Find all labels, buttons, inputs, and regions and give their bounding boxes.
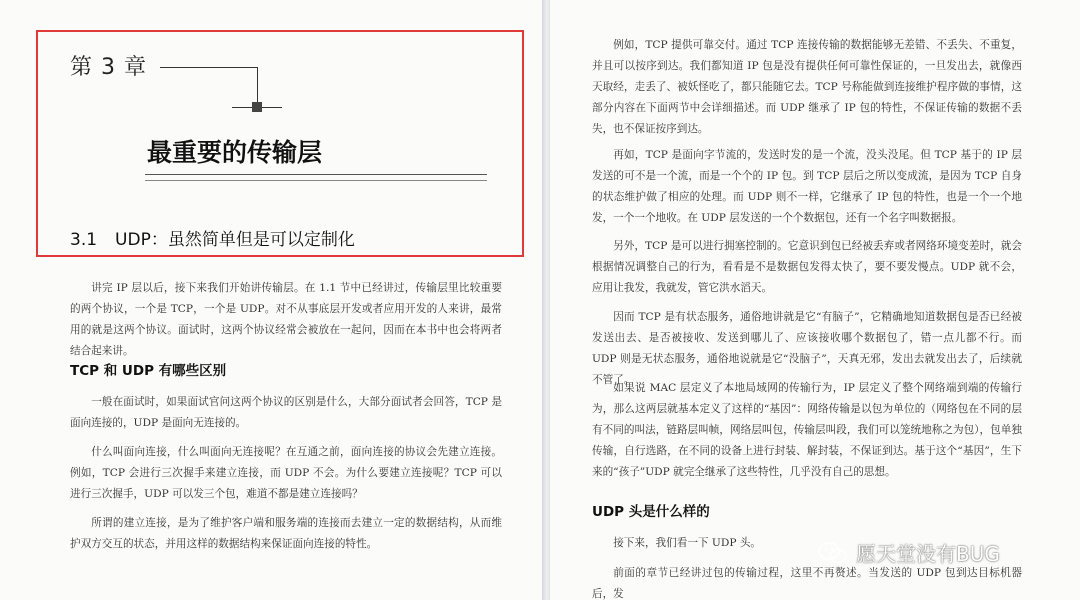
paragraph: 前面的章节已经讲过包的传输过程，这里不再赘述。当发送的 UDP 包到达目标机器后，发 <box>592 567 1022 600</box>
page-gutter <box>542 0 550 600</box>
wechat-icon <box>818 541 848 565</box>
section-title-text: UDP：虽然简单但是可以定制化 <box>115 230 355 250</box>
subheading: UDP 头是什么样的 <box>592 504 710 520</box>
section-number: 3.1 <box>70 230 98 250</box>
watermark-text: 愿天堂没有BUG <box>856 542 1000 566</box>
paragraph: 再如，TCP 是面向字节流的，发送时发的是一个流，没头没尾。但 TCP 基于的 IP 层发送的可不是一个流，而是一个个的 IP 包。到 TCP 层后之所以变成流，是因为 TCP 自身的状态维护做了相应的处理。而 UDP 则不一样，它继承了 IP 包的特性，也是一个一个地发，一个一个地收。在 UDP 层发送的一个个数据包，还有一个名字叫数据报。 <box>592 149 1022 224</box>
paragraph: 例如，TCP 提供可靠交付。通过 TCP 连接传输的数据能够无差错、不丢失、不重复，并且可以按序到达。我们都知道 IP 包是没有提供任何可靠性保证的，一旦发出去，就像西天取经，走丢了、被妖怪吃了，都只能随它去。TCP 号称能做到连接维护程序做的事情，这部分内容在下面两节中会详细描述。而 UDP 继承了 IP 包的特性，不保证传输的数据不丢失，也不保证按序到达。 <box>592 39 1022 135</box>
chapter-title: 最重要的传输层 <box>147 138 323 167</box>
subheading: TCP 和 UDP 有哪些区别 <box>70 363 227 379</box>
paragraph: 什么叫面向连接，什么叫面向无连接呢？在互通之前，面向连接的协议会先建立连接。例如，TCP 会进行三次握手来建立连接，而 UDP 不会。为什么要建立连接呢？TCP 可以进行三次握手，UDP 可以发三个包，难道不都是建立连接吗？ <box>70 446 502 500</box>
watermark <box>818 538 1000 567</box>
right-page <box>550 0 1080 600</box>
paragraph: 一般在面试时，如果面试官问这两个协议的区别是什么，大部分面试者会回答，TCP 是面向连接的，UDP 是面向无连接的。 <box>70 396 502 429</box>
chapter-label: 第 3 章 <box>70 55 147 80</box>
intro-paragraph: 讲完 IP 层以后，接下来我们开始讲传输层。在 1.1 节中已经讲过，传输层里比较重要的两个协议，一个是 TCP，一个是 UDP。对不从事底层开发或者应用开发的人来讲，最常用的就是这两个协议。面试时，这两个协议经常会被放在一起问，因而在本书中也会将两者结合起来讲。 <box>70 282 502 357</box>
paragraph: 所谓的建立连接，是为了维护客户端和服务端的连接而去建立一定的数据结构，从而维护双方交互的状态，并用这样的数据结构来保证面向连接的特性。 <box>70 517 502 550</box>
title-rule <box>145 174 487 175</box>
paragraph: 接下来，我们看一下 UDP 头。 <box>613 537 762 549</box>
paragraph: 如果说 MAC 层定义了本地局域网的传输行为，IP 层定义了整个网络端到端的传输行为，那么这两层就基本定义了这样的“基因”：网络传输是以包为单位的（网络包在不同的层有不同的叫法，链路层叫帧，网络层叫包，传输层叫段，我们可以笼统地称之为包），包单独传输，自行选路，在不同的设备上进行封装、解封装，不保证到达。基于这个“基因”，生下来的“孩子”UDP 就完全继承了这些特性，几乎没有自己的思想。 <box>592 382 1022 478</box>
decoration-square <box>252 102 262 112</box>
decoration-line <box>160 67 258 68</box>
title-rule <box>145 180 487 181</box>
decoration-line <box>257 67 258 107</box>
section-title <box>70 225 355 250</box>
paragraph: 因而 TCP 是有状态服务，通俗地讲就是它“有脑子”，它精确地知道数据包是否已经被发送出去、是否被接收、发送到哪儿了、应该接收哪个数据包了，错一点儿都不行。而 UDP 则是无状态服务，通俗地说就是它“没脑子”，天真无邪，发出去就发出去了，后续就不管了。 <box>592 311 1022 386</box>
paragraph: 另外，TCP 是可以进行拥塞控制的。它意识到包已经被丢弃或者网络环境变差时，就会根据情况调整自己的行为，看看是不是数据包发得太快了，要不要发慢点。UDP 就不会，应用让我发，我就发，管它洪水滔天。 <box>592 240 1022 294</box>
